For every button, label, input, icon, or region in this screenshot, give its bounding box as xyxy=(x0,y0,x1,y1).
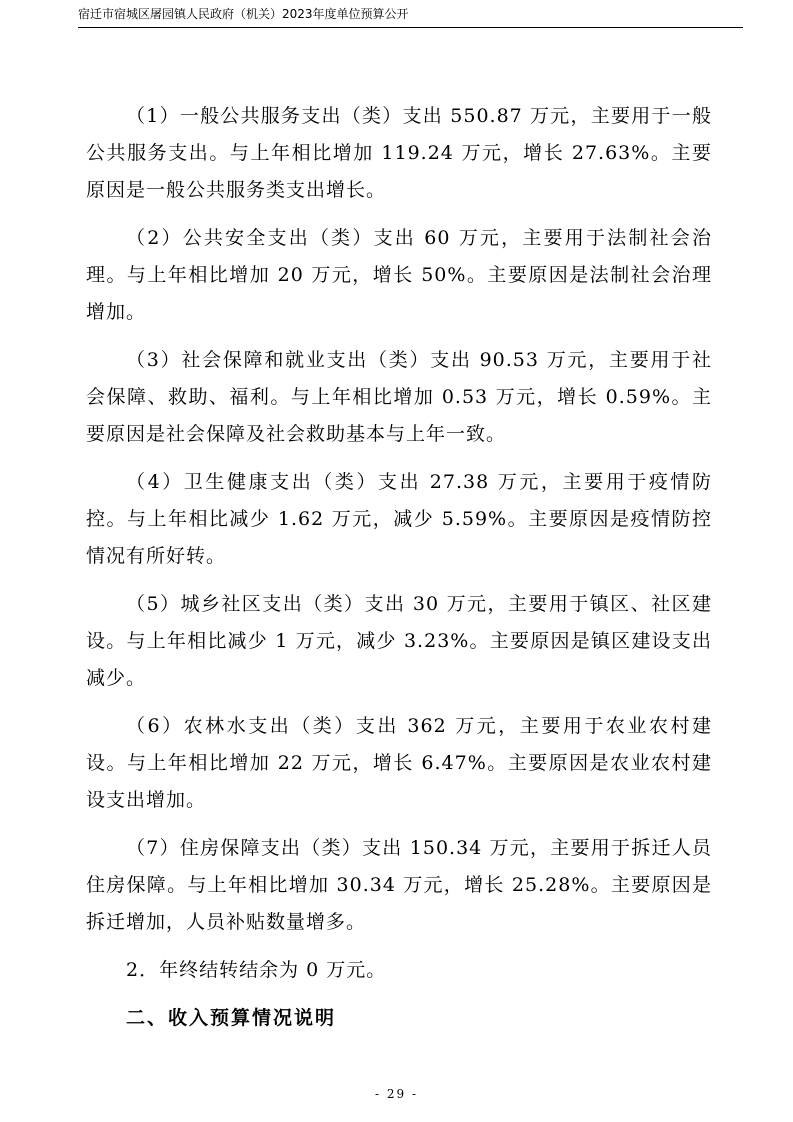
page-number: - 29 - xyxy=(374,1087,418,1101)
document-body xyxy=(86,98,712,1037)
page-header-title: 宿迁市宿城区屠园镇人民政府（机关）2023年度单位预算公开 xyxy=(78,7,409,21)
header-divider xyxy=(78,27,743,28)
section-heading-income-budget: 二、收入预算情况说明 xyxy=(126,1007,337,1029)
paragraph-housing-security: （7）住房保障支出（类）支出 150.34 万元，主要用于拆迁人员住房保障。与上年相比增加 30.34 万元，增长 25.28%。主要原因是拆迁增加，人员补贴数量增多。 xyxy=(86,837,712,933)
paragraph-agriculture-forestry-water: （6）农林水支出（类）支出 362 万元，主要用于农业农村建设。与上年相比增加 22 万元，增长 6.47%。主要原因是农业农村建设支出增加。 xyxy=(86,715,712,811)
paragraph-public-security: （2）公共安全支出（类）支出 60 万元，主要用于法制社会治理。与上年相比增加 20 万元，增长 50%。主要原因是法制社会治理增加。 xyxy=(86,227,712,323)
paragraph-urban-rural-community: （5）城乡社区支出（类）支出 30 万元，主要用于镇区、社区建设。与上年相比减少 1 万元，减少 3.23%。主要原因是镇区建设支出减少。 xyxy=(86,593,712,689)
paragraph-health: （4）卫生健康支出（类）支出 27.38 万元，主要用于疫情防控。与上年相比减少 1.62 万元，减少 5.59%。主要原因是疫情防控情况有所好转。 xyxy=(86,471,712,567)
paragraph-general-public-services: （1）一般公共服务支出（类）支出 550.87 万元，主要用于一般公共服务支出。与上年相比增加 119.24 万元，增长 27.63%。主要原因是一般公共服务类支出增长。 xyxy=(86,105,712,201)
paragraph-social-security: （3）社会保障和就业支出（类）支出 90.53 万元，主要用于社会保障、救助、福利。与上年相比增加 0.53 万元，增长 0.59%。主要原因是社会保障及社会救助基本与上年一致。 xyxy=(86,349,712,445)
paragraph-year-end-balance: 2．年终结转结余为 0 万元。 xyxy=(126,959,387,981)
